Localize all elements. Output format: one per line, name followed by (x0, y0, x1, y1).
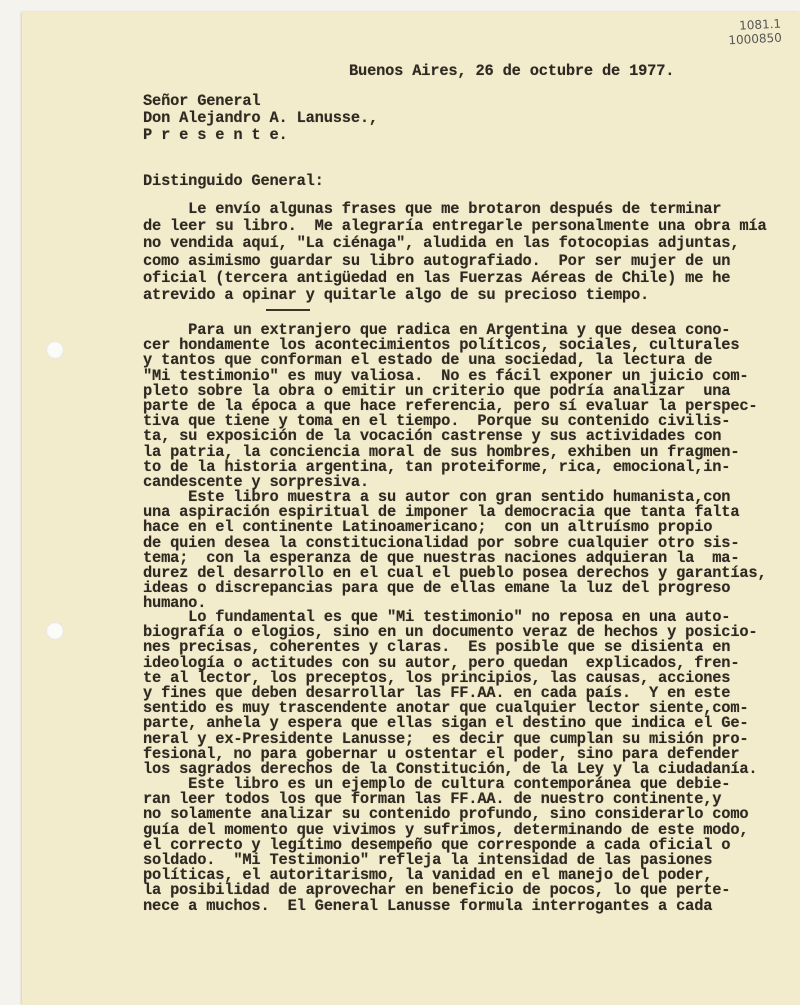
punch-hole (46, 341, 64, 359)
paragraph-1-line: no vendida aquí, "La ciénaga", aludida en las fotocopias adjuntas, (143, 234, 740, 253)
paragraph-4-line: te al lector, los preceptos, los principios, las causas, acciones (143, 668, 731, 687)
paragraph-2-line: parte de la época a que hace referencia, pero sí evaluar la perspec- (143, 397, 758, 415)
paragraph-5-line: la posibilidad de aprovechar en beneficio de pocos, lo que perte- (143, 881, 731, 900)
paragraph-4-line: neral y ex-Presidente Lanusse; es decir que cumplan su misión pro- (143, 729, 749, 748)
paragraph-2-line: to de la historia argentina, tan proteiforme, rica, emocional,in- (143, 457, 731, 476)
paragraph-5-line: soldado. "Mi Testimonio" refleja la intensidad de las pasiones (143, 851, 713, 869)
paragraph-1-line: Le envío algunas frases que me brotaron después de terminar (143, 200, 722, 218)
paragraph-1-line: atrevido a opinar y quitarle algo de su precioso tiempo. (143, 286, 650, 304)
archive-number-line: 1081.1 (738, 16, 782, 33)
paragraph-3-line: ideas o discrepancias para que de ellas emane la luz del progreso (143, 579, 731, 598)
paragraph-4-line: nes precisas, coherentes y claras. Es posible que se disienta en (143, 638, 731, 657)
paragraph-3-line: tema; con la esperanza de que nuestras naciones adquieran la ma- (143, 548, 740, 567)
punch-hole (46, 622, 64, 640)
recipient-line: P r e s e n t e. (143, 126, 288, 144)
paragraph-4-line: biografía o elogios, sino en un documento veraz de hechos y posicio- (143, 623, 758, 642)
paragraph-4-line: Lo fundamental es que "Mi testimonio" no reposa en una auto- (143, 608, 731, 626)
paragraph-4-line: parte, anhela y espera que ellas sigan el destino que indica el Ge- (143, 714, 749, 733)
paragraph-5-line: ran leer todos los que forman las FF.AA. de nuestro continente,y (143, 790, 722, 809)
paragraph-2-line: y tantos que conforman el estado de una sociedad, la lectura de (143, 351, 713, 370)
paragraph-2-line: Para un extranjero que radica en Argentina y que desea cono- (143, 321, 731, 339)
paragraph-3-line: Este libro muestra a su autor con gran sentido humanista,con (143, 488, 731, 506)
paragraph-1-line: de leer su libro. Me alegraría entregarle personalmente una obra mía (143, 217, 767, 236)
paragraph-2-line: tiva que tiene y toma en el tiempo. Porque su contenido civilis- (143, 412, 731, 431)
letter-date: Buenos Aires, 26 de octubre de 1977. (349, 62, 675, 80)
archive-number-line: 1000850 (728, 30, 783, 48)
paragraph-3-line: una aspiración espiritual de imponer la democracia que tanta falta (143, 503, 740, 522)
separator-dash (266, 309, 310, 311)
paragraph-4-line: fesional, no para gobernar u ostentar el poder, sino para defender (143, 744, 740, 763)
paragraph-4-line: y fines que deben desarrollar las FF.AA. en cada país. Y en este (143, 684, 731, 702)
paragraph-3-line: durez del desarrollo en el cual el pueblo posea derechos y garantías, (143, 564, 767, 582)
paragraph-5-line: guía del momento que vivimos y sufrimos, determinando de este modo, (143, 820, 749, 839)
paragraph-2-line: pleto sobre la obra o emitir un criterio que podría analizar una (143, 381, 731, 400)
paragraph-5-line: Este libro es un ejemplo de cultura contemporánea que debie- (143, 775, 731, 793)
paragraph-5-line: el correcto y legítimo desempeño que corresponde a cada oficial o (143, 835, 731, 854)
recipient-line: Don Alejandro A. Lanusse., (143, 109, 378, 127)
paragraph-3-line: de quien desea la constitucionalidad por sobre cualquier otro sis- (143, 533, 740, 552)
paragraph-1-line: oficial (tercera antigüedad en las Fuerzas Aéreas de Chile) me he (143, 268, 731, 287)
paragraph-4-line: los sagrados derechos de la Constitución, de la Ley y la ciudadanía. (143, 760, 758, 778)
paragraph-2-line: "Mi testimonio" es muy valiosa. No es fácil exponer un juicio com- (143, 366, 749, 385)
paragraph-2-line: ta, su exposición de la vocación castrense y sus actividades con (143, 427, 722, 446)
paragraph-1-line: como asimismo guardar su libro autografiado. Por ser mujer de un (143, 251, 731, 270)
archive-number (727, 17, 782, 48)
paragraph-5-line: nece a muchos. El General Lanusse formula interrogantes a cada (143, 896, 713, 915)
paragraph-4-line: sentido es muy trascendente anotar que cualquier lector siente,com- (143, 699, 749, 718)
paragraph-3-line: hace en el continente Latinoamericano; con un altruísmo propio (143, 518, 713, 537)
paragraph-5-line: no solamente analizar su contenido profundo, sino considerarlo como (143, 805, 749, 824)
paragraph-5-line: políticas, el autoritarismo, la vanidad en el manejo del poder, (143, 866, 713, 885)
salutation: Distinguido General: (143, 172, 324, 190)
paragraph-2-line: cer hondamente los acontecimientos políticos, sociales, culturales (143, 336, 740, 355)
paragraph-2-line: la patria, la conciencia moral de sus hombres, exhiben un fragmen- (143, 442, 740, 461)
paragraph-2-line: candescente y sorpresiva. (143, 473, 369, 491)
paragraph-3-line: humano. (143, 594, 207, 613)
recipient-line: Señor General (143, 92, 261, 110)
paragraph-4-line: ideología o actitudes con su autor, pero quedan explicados, fren- (143, 653, 740, 672)
